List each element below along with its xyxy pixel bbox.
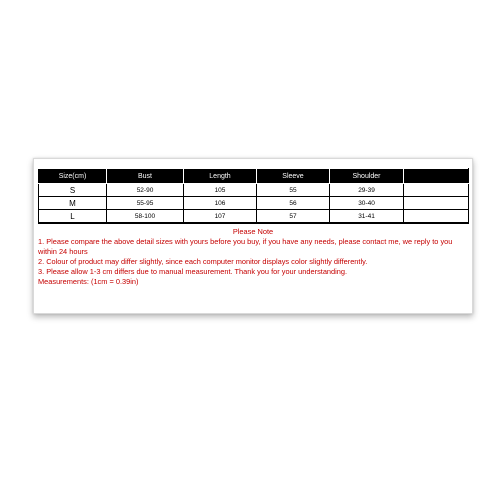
note-line: 1. Please compare the above detail sizes with yours before you buy, if you have any needs, please contact me, we reply to you within 24 hours bbox=[38, 237, 453, 256]
cell-empty bbox=[404, 184, 469, 197]
table-row bbox=[39, 184, 469, 197]
note-title: Please Note bbox=[232, 227, 274, 236]
cell-shoulder: 29-39 bbox=[330, 184, 404, 197]
please-note-section bbox=[38, 227, 468, 287]
cell-empty bbox=[404, 197, 469, 210]
table-row bbox=[39, 210, 469, 224]
cell-size: S bbox=[39, 184, 107, 197]
header-length: Length bbox=[184, 169, 257, 184]
table-header-row bbox=[39, 169, 469, 184]
cell-size: M bbox=[39, 197, 107, 210]
header-size: Size(cm) bbox=[39, 169, 107, 184]
size-table bbox=[38, 168, 469, 224]
note-line: Measurements: (1cm = 0.39in) bbox=[38, 277, 139, 286]
cell-size: L bbox=[39, 210, 107, 224]
header-empty bbox=[404, 169, 469, 184]
note-line: 2. Colour of product may differ slightly, since each computer monitor displays color slightly differently. bbox=[38, 257, 368, 266]
cell-length: 105 bbox=[184, 184, 257, 197]
cell-shoulder: 30-40 bbox=[330, 197, 404, 210]
cell-bust: 52-90 bbox=[107, 184, 184, 197]
cell-bust: 58-100 bbox=[107, 210, 184, 224]
note-line: 3. Please allow 1-3 cm differs due to manual measurement. Thank you for your understanding. bbox=[38, 267, 348, 276]
cell-sleeve: 56 bbox=[257, 197, 330, 210]
table-row bbox=[39, 197, 469, 210]
header-bust: Bust bbox=[107, 169, 184, 184]
cell-empty bbox=[404, 210, 469, 224]
header-sleeve: Sleeve bbox=[257, 169, 330, 184]
header-shoulder: Shoulder bbox=[330, 169, 404, 184]
size-chart-card bbox=[33, 158, 473, 314]
cell-sleeve: 57 bbox=[257, 210, 330, 224]
cell-shoulder: 31-41 bbox=[330, 210, 404, 224]
cell-bust: 55-95 bbox=[107, 197, 184, 210]
cell-sleeve: 55 bbox=[257, 184, 330, 197]
cell-length: 106 bbox=[184, 197, 257, 210]
cell-length: 107 bbox=[184, 210, 257, 224]
